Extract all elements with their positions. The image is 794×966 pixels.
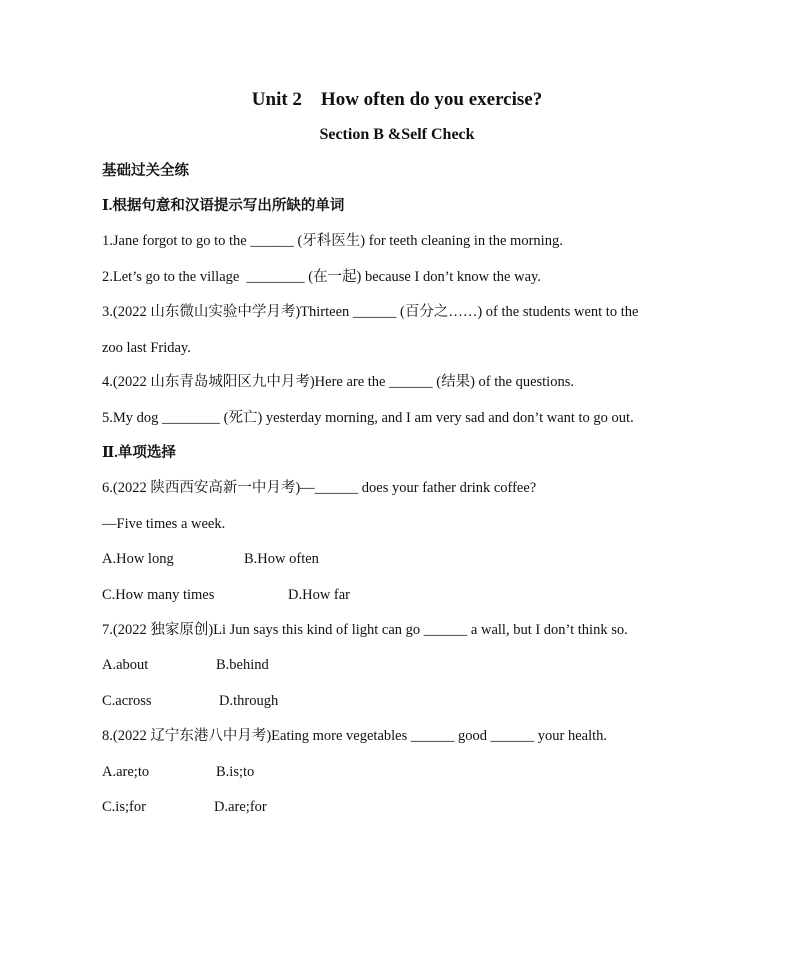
- question-7-option-a: A.about: [102, 657, 149, 673]
- question-6-reply: —Five times a week.: [102, 516, 226, 532]
- question-8-stem: 8.(2022 辽宁东港八中月考)Eating more vegetables ______ good ______ your health.: [102, 728, 607, 744]
- question-7-stem: 7.(2022 独家原创)Li Jun says this kind of light can go ______ a wall, but I don’t think so.: [102, 622, 628, 638]
- question-8-option-d: D.are;for: [214, 799, 267, 815]
- question-6-option-b: B.How often: [244, 551, 319, 567]
- question-8-option-b: B.is;to: [216, 764, 255, 780]
- question-6-option-c: C.How many times: [102, 587, 215, 603]
- part2-heading: Ⅱ.单项选择: [102, 445, 176, 461]
- question-8-option-a: A.are;to: [102, 764, 150, 780]
- question-4: 4.(2022 山东青岛城阳区九中月考)Here are the ______ (结果) of the questions.: [102, 374, 574, 390]
- question-5: 5.My dog ________ (死亡) yesterday morning, and I am very sad and don’t want to go out.: [102, 410, 634, 426]
- question-8-option-c: C.is;for: [102, 799, 146, 815]
- part1-heading: Ⅰ.根据句意和汉语提示写出所缺的单词: [102, 198, 345, 214]
- question-7-option-d: D.through: [219, 693, 279, 709]
- question-6-stem: 6.(2022 陕西西安高新一中月考)—______ does your father drink coffee?: [102, 480, 537, 496]
- page-subtitle: Section B &Self Check: [319, 126, 475, 143]
- question-2: 2.Let’s go to the village ________ (在一起) because I don’t know the way.: [102, 269, 541, 285]
- question-7-option-b: B.behind: [216, 657, 269, 673]
- question-3-line2: zoo last Friday.: [102, 340, 191, 356]
- question-3-line1: 3.(2022 山东微山实验中学月考)Thirteen ______ (百分之……) of the students went to the: [102, 304, 639, 320]
- question-1: 1.Jane forgot to go to the ______ (牙科医生) for teeth cleaning in the morning.: [102, 233, 563, 249]
- question-6-option-a: A.How long: [102, 551, 174, 567]
- question-7-option-c: C.across: [102, 693, 152, 709]
- page-title: Unit 2 How often do you exercise?: [251, 89, 543, 110]
- section-heading: 基础过关全练: [102, 163, 189, 179]
- question-6-option-d: D.How far: [288, 587, 351, 603]
